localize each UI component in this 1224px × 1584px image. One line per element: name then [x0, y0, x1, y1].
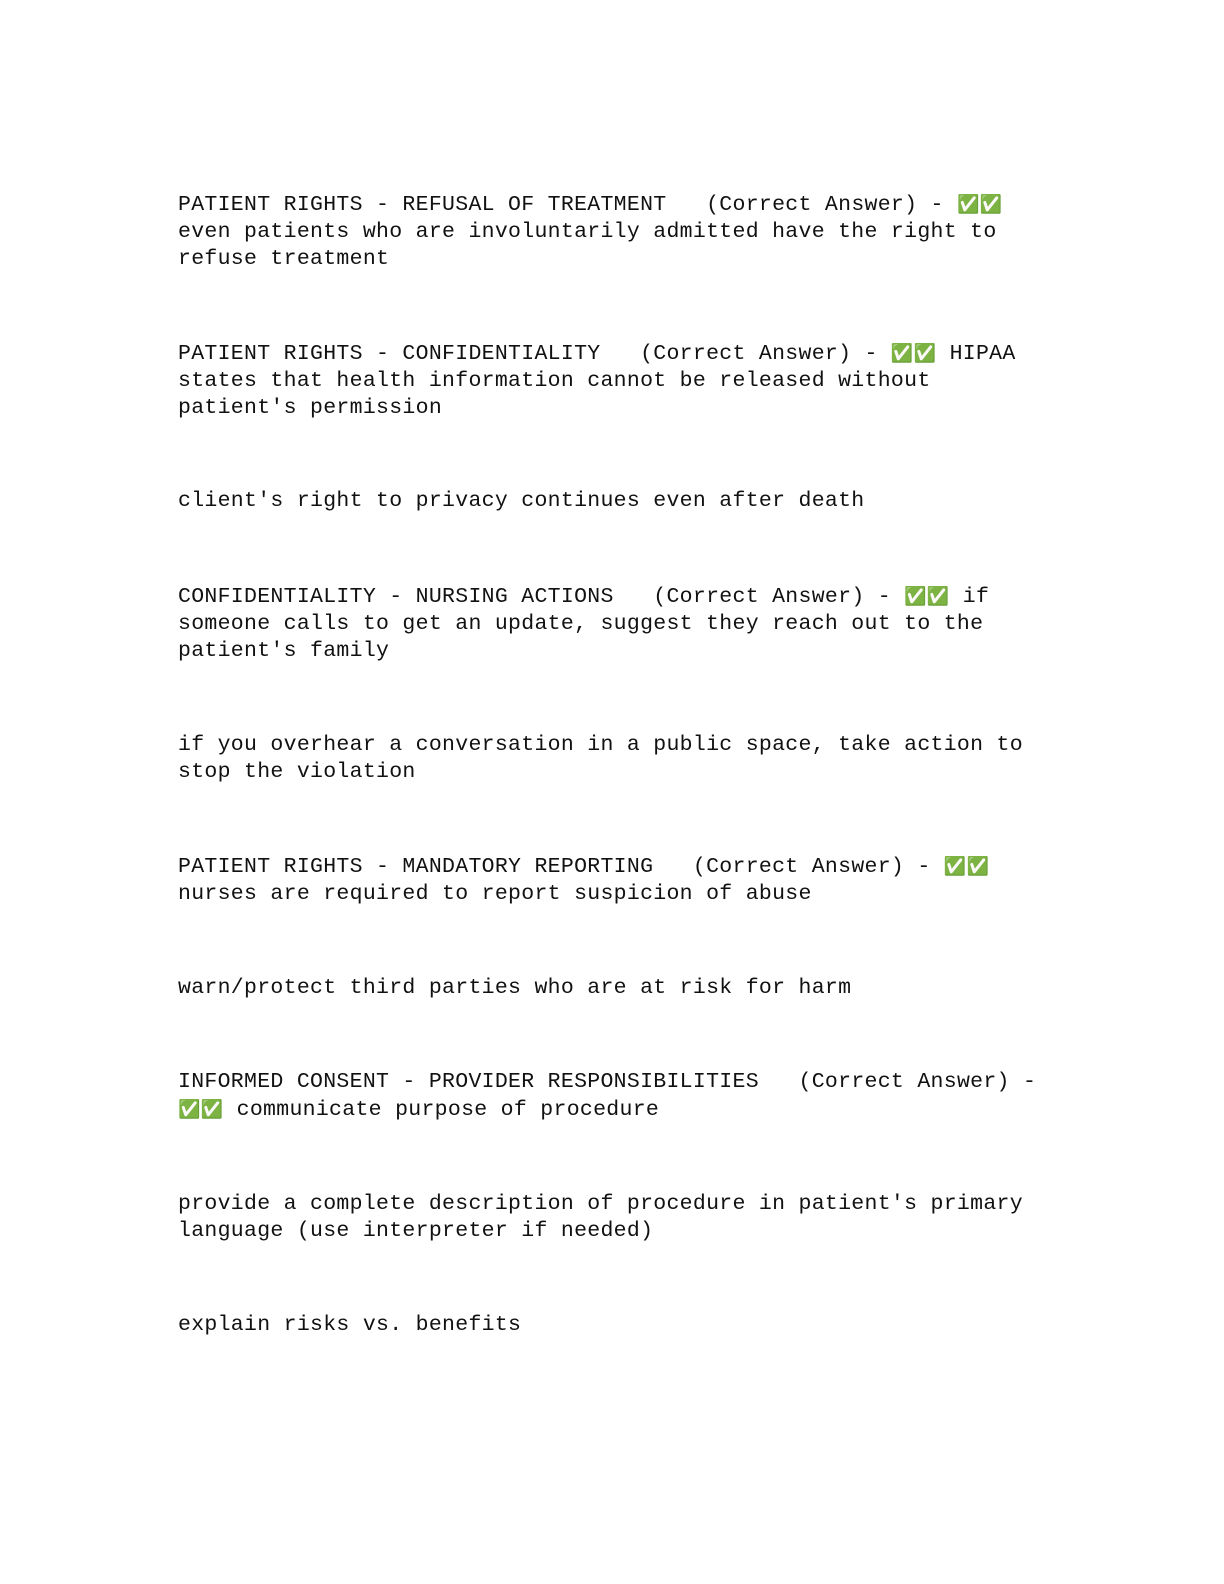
qa-answer: nurses are required to report suspicion of abuse	[178, 882, 812, 906]
qa-answer-continuation: if you overhear a conversation in a public space, take action to stop the violation	[178, 733, 1037, 784]
qa-answer: communicate purpose of procedure	[236, 1098, 660, 1122]
qa-term: CONFIDENTIALITY - NURSING ACTIONS	[178, 585, 614, 609]
check-mark-icon: ✅✅	[943, 856, 990, 877]
qa-answer-continuation: warn/protect third parties who are at risk for harm	[178, 976, 852, 1000]
qa-term: PATIENT RIGHTS - REFUSAL OF TREATMENT	[178, 193, 667, 217]
correct-answer-marker: (Correct Answer) -	[798, 1070, 1037, 1094]
qa-entry	[178, 853, 1058, 908]
check-mark-icon: ✅✅	[178, 1099, 224, 1120]
correct-answer-marker: (Correct Answer) -	[653, 585, 891, 609]
qa-answer: even patients who are involuntarily admitted have the right to refuse treatment	[178, 220, 1010, 271]
check-mark-icon: ✅✅	[890, 343, 937, 364]
qa-term: PATIENT RIGHTS - CONFIDENTIALITY	[178, 342, 601, 366]
qa-answer-continuation: explain risks vs. benefits	[178, 1313, 522, 1337]
qa-entry	[178, 1069, 1058, 1124]
qa-entry	[178, 191, 1058, 273]
correct-answer-marker: (Correct Answer) -	[692, 855, 931, 879]
qa-answer: HIPAA states that health information cannot be released without patient's permission	[178, 342, 1029, 420]
check-mark-icon: ✅✅	[904, 586, 950, 607]
qa-answer: if someone calls to get an update, suggest they reach out to the patient's family	[178, 585, 1003, 663]
qa-answer-continuation: client's right to privacy continues even after death	[178, 489, 865, 513]
qa-answer-continuation: provide a complete description of procedure in patient's primary language (use interpreter if needed)	[178, 1192, 1037, 1243]
check-mark-icon: ✅✅	[956, 194, 1003, 215]
correct-answer-marker: (Correct Answer) -	[640, 342, 878, 366]
qa-term: PATIENT RIGHTS - MANDATORY REPORTING	[178, 855, 654, 879]
correct-answer-marker: (Correct Answer) -	[706, 193, 944, 217]
qa-entry	[178, 583, 1058, 665]
qa-entry	[178, 340, 1058, 422]
qa-term: INFORMED CONSENT - PROVIDER RESPONSIBILITIES	[178, 1070, 759, 1094]
